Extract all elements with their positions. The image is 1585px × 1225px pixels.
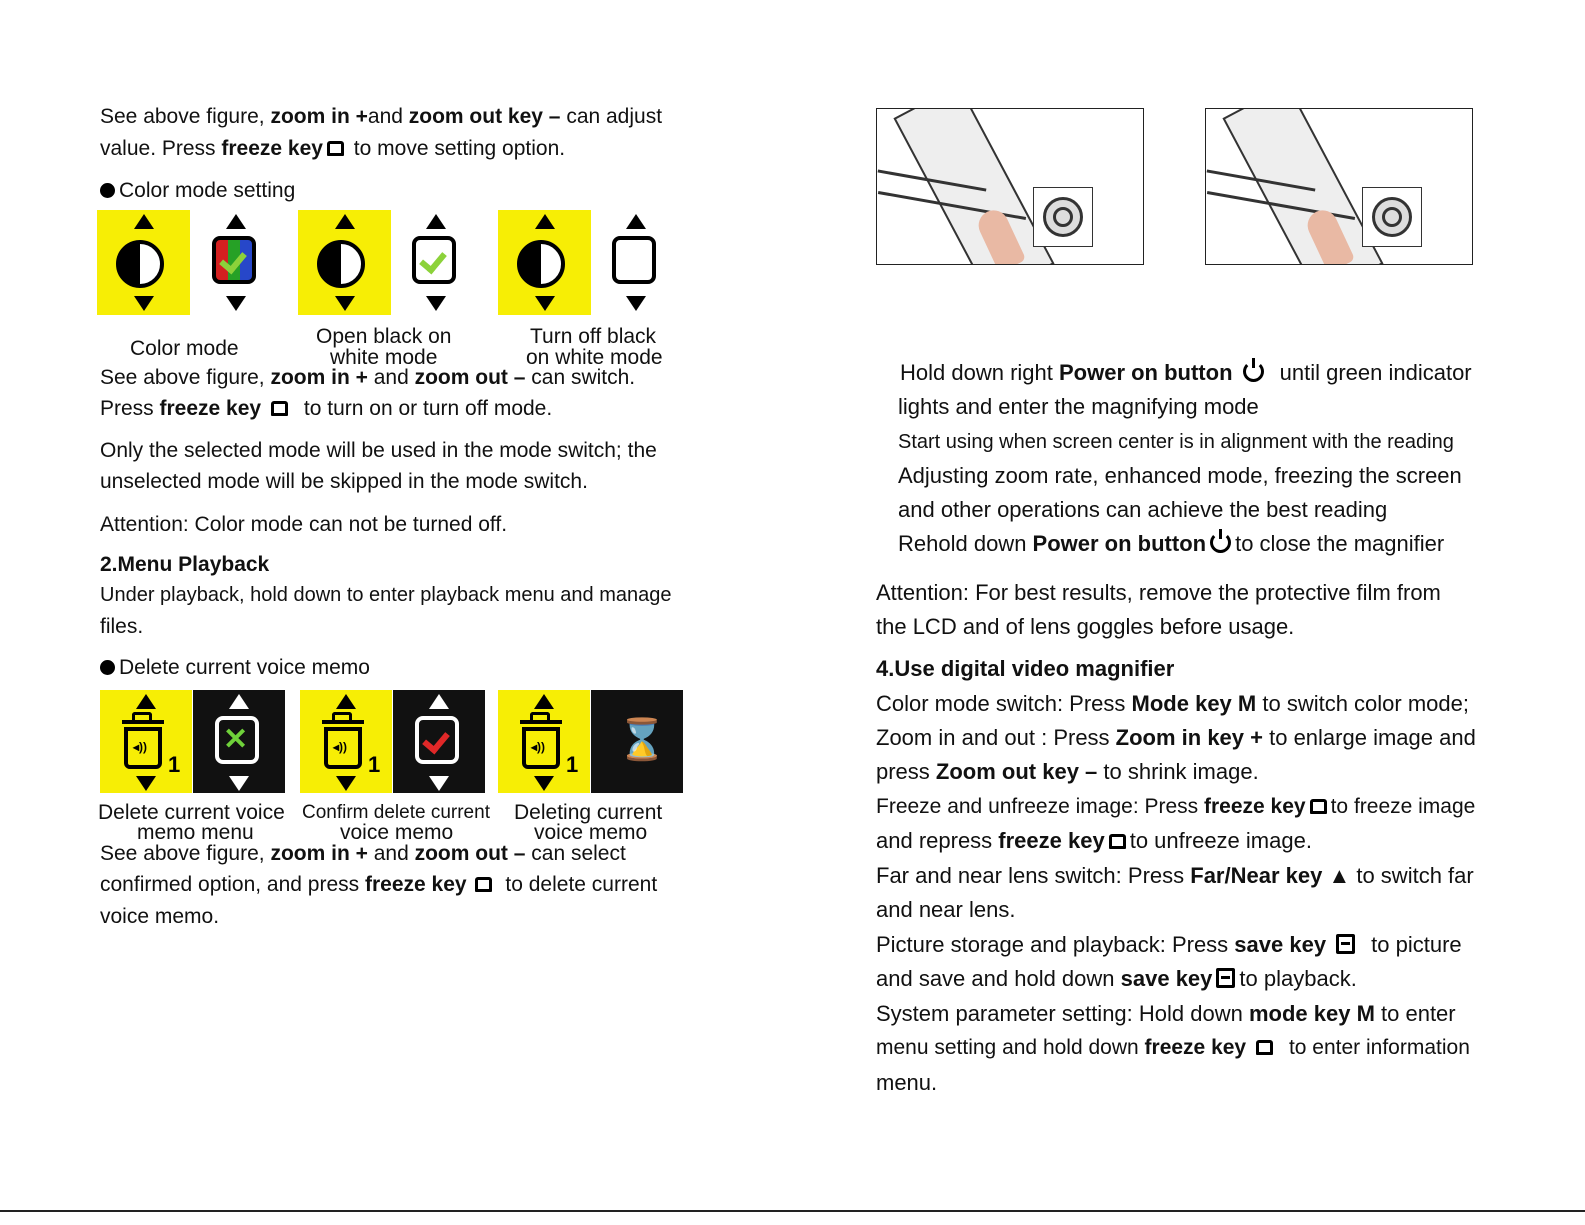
- trash-lid: [520, 720, 562, 724]
- down-arrow-icon: [429, 776, 449, 791]
- attention-line-2: the LCD and of lens goggles before usage.: [876, 614, 1295, 639]
- open-black-tile-2: [398, 210, 478, 315]
- trash-body: ◂)): [324, 727, 362, 769]
- select-line-1: See above figure, zoom in + and zoom out – can select: [100, 842, 626, 865]
- use-magnifier-heading: 4.Use digital video magnifier: [876, 656, 1175, 681]
- delete-heading: Delete current voice memo: [100, 655, 370, 681]
- device-image-1: [876, 108, 1144, 265]
- select-line-3: voice memo.: [100, 905, 220, 928]
- contrast-icon: [116, 240, 164, 288]
- deleting-tile-2: [591, 690, 683, 793]
- freeze-key-icon: [1256, 1040, 1273, 1055]
- caption-open-black-1: Open black on: [316, 325, 452, 348]
- menu-playback-heading: 2.Menu Playback: [100, 553, 270, 576]
- caption-open-black-2: white mode: [330, 346, 438, 369]
- check-box-icon: [412, 236, 456, 284]
- rehold-line: Rehold down Power on button to close the magnifier: [898, 531, 1445, 556]
- under-line-1: Under playback, hold down to enter playback menu and manage: [100, 584, 672, 606]
- adjust-line-1: Adjusting zoom rate, enhanced mode, freezing the screen: [898, 463, 1462, 488]
- turn-off-tile-2: [598, 210, 678, 315]
- deleting-tile-1: [498, 690, 590, 793]
- down-arrow-icon: [535, 296, 555, 311]
- power-button-inset: [1033, 187, 1093, 247]
- up-arrow-icon: [626, 214, 646, 229]
- only-line-2: unselected mode will be skipped in the mode switch.: [100, 470, 588, 493]
- far-line-2: and near lens.: [876, 897, 1016, 922]
- under-line-2: files.: [100, 615, 144, 638]
- confirm-tile-2: [393, 690, 485, 793]
- down-arrow-icon: [229, 776, 249, 791]
- trash-lid: [322, 720, 364, 724]
- picture-line-2: and save and hold down save key to playback.: [876, 966, 1357, 991]
- intro-line-2: value. Press freeze key to move setting option.: [100, 137, 566, 160]
- system-line-2: menu setting and hold down freeze key to enter information: [876, 1036, 1470, 1059]
- caption-color-mode: Color mode: [130, 337, 239, 360]
- red-check-icon: [415, 716, 459, 764]
- system-line-1: System parameter setting: Hold down mode key M to enter: [876, 1001, 1456, 1026]
- freeze-key-icon: [1109, 834, 1126, 849]
- freeze-key-icon: [327, 141, 344, 156]
- power-icon: [1372, 197, 1412, 237]
- trash-body: ◂)): [124, 727, 162, 769]
- memo-number: 1: [368, 752, 381, 777]
- start-line: Start using when screen center is in alignment with the reading: [898, 431, 1454, 453]
- down-arrow-icon: [626, 296, 646, 311]
- device-image-2: [1205, 108, 1473, 265]
- switch-line-1: See above figure, zoom in + and zoom out – can switch.: [100, 366, 636, 389]
- up-arrow-icon: [534, 694, 554, 709]
- trash-lid: [122, 720, 164, 724]
- caption-delete-1b: memo menu: [137, 821, 254, 844]
- power-icon: [1210, 532, 1231, 553]
- down-arrow-icon: [335, 296, 355, 311]
- caption-delete-2b: voice memo: [340, 821, 454, 844]
- zoom-line-2: press Zoom out key – to shrink image.: [876, 759, 1259, 784]
- caption-delete-2a: Confirm delete current: [302, 802, 490, 823]
- only-line-1: Only the selected mode will be used in the mode switch; the: [100, 439, 657, 462]
- down-arrow-icon: [226, 296, 246, 311]
- color-mode-heading: Color mode setting: [100, 178, 295, 204]
- down-arrow-icon: [534, 776, 554, 791]
- up-arrow-icon: [226, 214, 246, 229]
- attention-line-1: Attention: For best results, remove the protective film from: [876, 580, 1441, 605]
- bottom-rule: [0, 1210, 1585, 1212]
- far-line-1: Far and near lens switch: Press Far/Near key ▲ to switch far: [876, 863, 1474, 888]
- up-arrow-icon: [335, 214, 355, 229]
- delete-tile-1: [100, 690, 192, 793]
- rgb-check-icon: [212, 236, 256, 284]
- caption-turn-off-2: on white mode: [526, 346, 663, 369]
- caption-delete-3b: voice memo: [534, 821, 648, 844]
- hold-line-1: Hold down right Power on button until green indicator: [900, 360, 1472, 385]
- trash-body: ◂)): [522, 727, 560, 769]
- power-icon: [1243, 361, 1264, 382]
- color-switch-line: Color mode switch: Press Mode key M to switch color mode;: [876, 691, 1469, 716]
- down-arrow-icon: [136, 776, 156, 791]
- up-arrow-icon: [134, 214, 154, 229]
- bullet-icon: [100, 660, 115, 675]
- up-arrow-icon: [535, 214, 555, 229]
- switch-line-2: Press freeze key to turn on or turn off mode.: [100, 397, 553, 420]
- confirm-tile-1: [300, 690, 392, 793]
- empty-box-icon: [612, 236, 656, 284]
- picture-line-1: Picture storage and playback: Press save key to picture: [876, 932, 1462, 957]
- contrast-icon: [317, 240, 365, 288]
- up-arrow-icon: [426, 214, 446, 229]
- memo-number: 1: [566, 752, 579, 777]
- intro-line-1: See above figure, zoom in +and zoom out key – can adjust: [100, 105, 663, 128]
- up-arrow-icon: [336, 694, 356, 709]
- open-black-tile-1: [298, 210, 391, 315]
- freeze-line-1: Freeze and unfreeze image: Press freeze key to freeze image: [876, 795, 1476, 818]
- zoom-line-1: Zoom in and out : Press Zoom in key + to enlarge image and: [876, 725, 1476, 750]
- select-line-2: confirmed option, and press freeze key to delete current: [100, 873, 658, 896]
- color-mode-tile-2: [198, 210, 278, 315]
- color-mode-tile-1: [97, 210, 190, 315]
- delete-tile-2: [193, 690, 285, 793]
- up-arrow-icon: [136, 694, 156, 709]
- memo-number: 1: [168, 752, 181, 777]
- hold-line-2: lights and enter the magnifying mode: [898, 394, 1259, 419]
- freeze-key-icon: [475, 877, 492, 892]
- save-key-icon: [1336, 934, 1355, 954]
- caption-delete-3a: Deleting current: [514, 801, 663, 824]
- save-key-icon: [1216, 968, 1235, 988]
- turn-off-tile-1: [498, 210, 591, 315]
- up-arrow-icon: [229, 694, 249, 709]
- freeze-line-2: and repress freeze key to unfreeze image.: [876, 828, 1312, 853]
- down-arrow-icon: [134, 296, 154, 311]
- caption-turn-off-1: Turn off black: [530, 325, 657, 348]
- system-line-3: menu.: [876, 1070, 938, 1095]
- contrast-icon: [517, 240, 565, 288]
- hourglass-icon: ⌛: [617, 718, 667, 762]
- down-arrow-icon: [426, 296, 446, 311]
- power-icon: [1043, 197, 1083, 237]
- attention-color: Attention: Color mode can not be turned off.: [100, 513, 508, 536]
- caption-delete-1a: Delete current voice: [98, 801, 285, 824]
- down-arrow-icon: [336, 776, 356, 791]
- adjust-line-2: and other operations can achieve the best reading: [898, 497, 1388, 522]
- power-button-inset: [1362, 187, 1422, 247]
- bullet-icon: [100, 183, 115, 198]
- freeze-key-icon: [271, 401, 288, 416]
- x-box-icon: ✕: [215, 716, 259, 764]
- freeze-key-icon: [1310, 799, 1327, 814]
- up-arrow-icon: [429, 694, 449, 709]
